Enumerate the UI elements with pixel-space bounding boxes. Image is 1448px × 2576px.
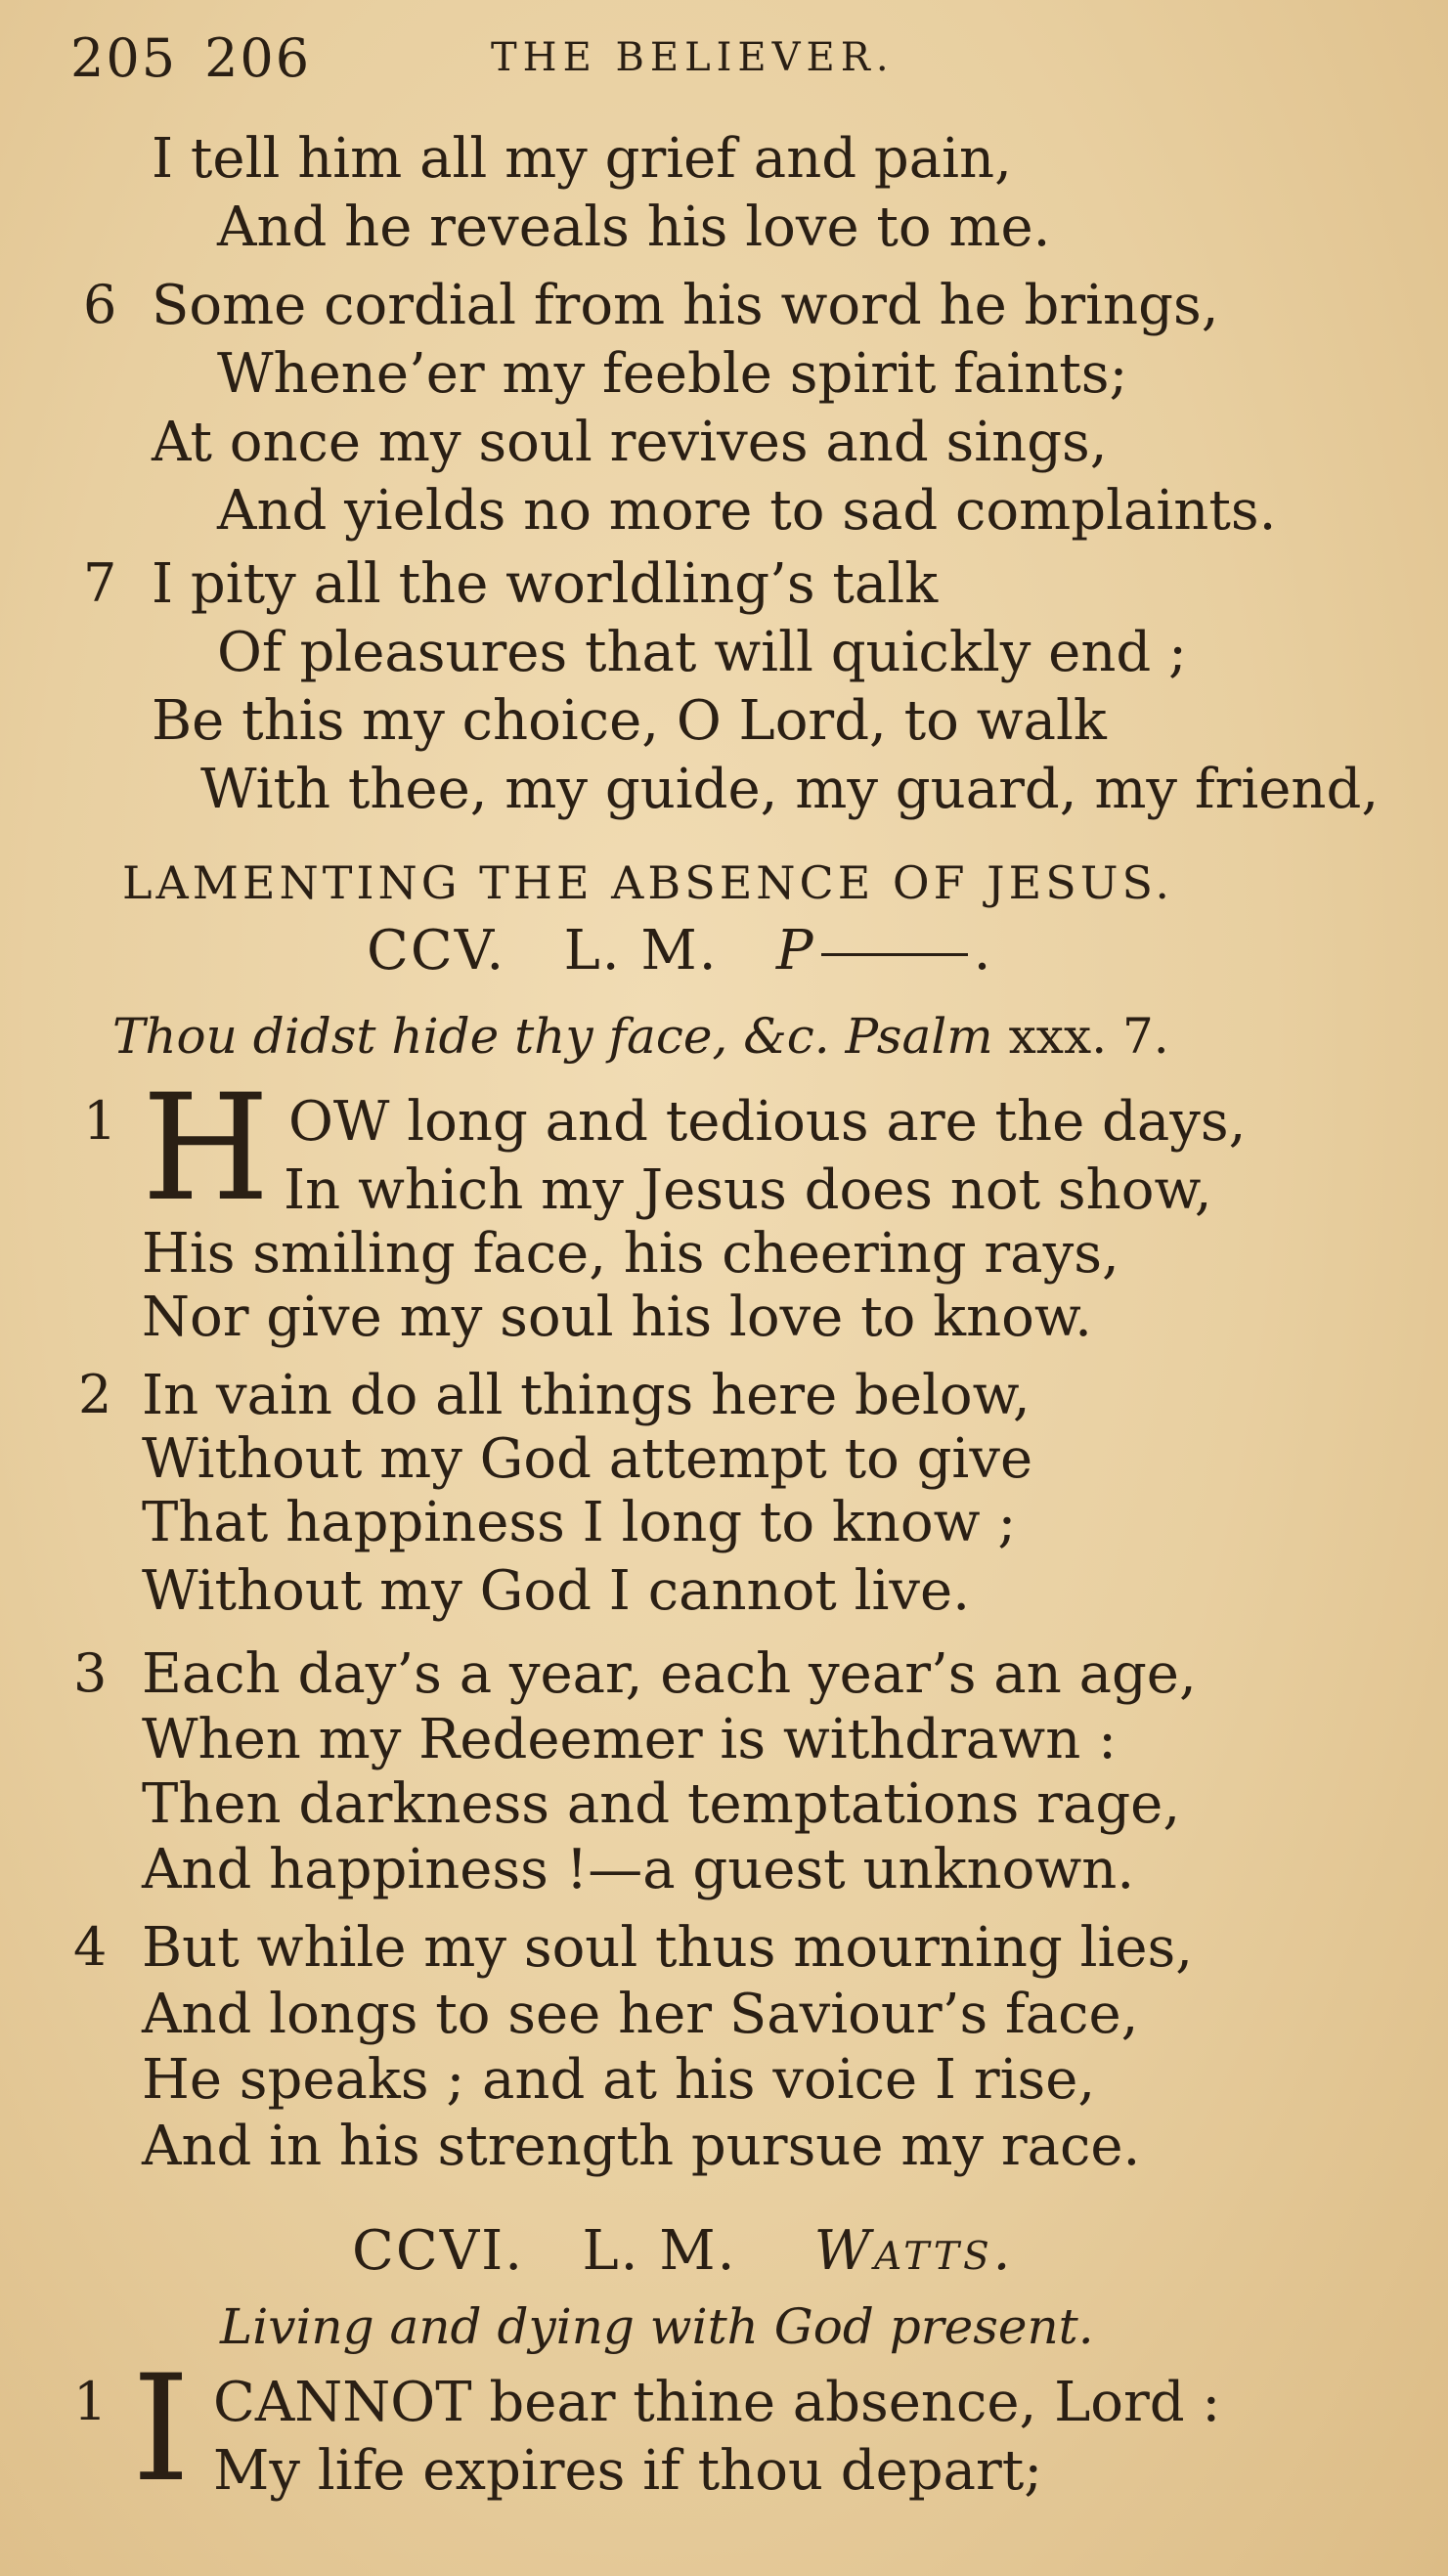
hymn-author: Watts.	[813, 2219, 1015, 2283]
verse-line: At once my soul revives and sings,	[152, 411, 1108, 474]
verse-line: In which my Jesus does not show,	[284, 1158, 1212, 1222]
hymn-author-end: .	[973, 919, 993, 982]
drop-cap: I	[132, 2344, 191, 2514]
stanza-number: 1	[73, 2371, 108, 2432]
page-header	[70, 27, 895, 89]
verse-line: That happiness I long to know ;	[142, 1491, 1017, 1554]
verse-line: I tell him all my grief and pain,	[152, 127, 1012, 191]
verse-line: Without my God attempt to give	[142, 1427, 1033, 1491]
verse-line: And in his strength pursue my race.	[142, 2115, 1141, 2178]
hymn-number-line	[367, 919, 993, 982]
verse-line: And yields no more to sad complaints.	[217, 479, 1277, 543]
page-number-right: 206	[204, 27, 312, 89]
hymn-meter: L. M.	[563, 919, 719, 982]
verse-line: My life expires if thou depart;	[213, 2439, 1043, 2503]
epigraph-reference: xxx. 7.	[1008, 1008, 1169, 1065]
verse-line: Each day’s a year, each year’s an age,	[142, 1642, 1197, 1706]
verse-line: Be this my choice, O Lord, to walk	[152, 689, 1107, 753]
drop-cap: H	[142, 1064, 270, 1234]
verse-line: Of pleasures that will quickly end ;	[217, 621, 1187, 684]
verse-line: Nor give my soul his love to know.	[142, 1286, 1092, 1349]
verse-line: In vain do all things here below,	[142, 1364, 1031, 1427]
verse-line: And longs to see her Saviour’s face,	[142, 1983, 1139, 2046]
verse-line: OW long and tedious are the days,	[288, 1090, 1247, 1154]
hymn-number: CCV.	[367, 919, 506, 982]
verse-line: And happiness !—a guest unknown.	[142, 1838, 1135, 1901]
page-number-left: 205	[70, 27, 178, 89]
hymn-number: CCVI.	[352, 2219, 525, 2283]
author-rule	[821, 953, 968, 956]
verse-line: I pity all the worldling’s talk	[152, 552, 939, 616]
stanza-number: 6	[83, 274, 117, 335]
verse-line: His smiling face, his cheering rays,	[142, 1222, 1119, 1286]
epigraph-text: Thou didst hide thy face, &c. Psalm	[112, 1008, 993, 1065]
hymn-author: P	[775, 919, 815, 982]
stanza-number: 3	[73, 1642, 108, 1704]
epigraph	[112, 1008, 1169, 1065]
stanza-number: 7	[83, 552, 117, 614]
hymn-number-line	[352, 2219, 1015, 2283]
running-title: THE BELIEVER.	[491, 35, 895, 80]
stanza-number: 2	[78, 1364, 112, 1425]
verse-line: Whene’er my feeble spirit faints;	[217, 342, 1128, 406]
verse-line: He speaks ; and at his voice I rise,	[142, 2048, 1096, 2112]
verse-line: And he reveals his love to me.	[217, 196, 1051, 259]
verse-line: Without my God I cannot live.	[142, 1559, 970, 1623]
verse-line: With thee, my guide, my guard, my friend,	[200, 758, 1380, 821]
verse-line: Then darkness and temptations rage,	[142, 1772, 1181, 1836]
verse-line: Some cordial from his word he brings,	[152, 274, 1219, 337]
verse-line: CANNOT bear thine absence, Lord :	[213, 2371, 1221, 2434]
stanza-number: 1	[83, 1090, 117, 1152]
stanza-number: 4	[73, 1916, 108, 1978]
hymn-subtitle: Living and dying with God present.	[220, 2298, 1094, 2355]
verse-line: But while my soul thus mourning lies,	[142, 1916, 1194, 1980]
hymn-heading: LAMENTING THE ABSENCE OF JESUS.	[122, 856, 1173, 909]
verse-line: When my Redeemer is withdrawn :	[142, 1708, 1117, 1771]
hymn-meter: L. M.	[582, 2219, 737, 2283]
